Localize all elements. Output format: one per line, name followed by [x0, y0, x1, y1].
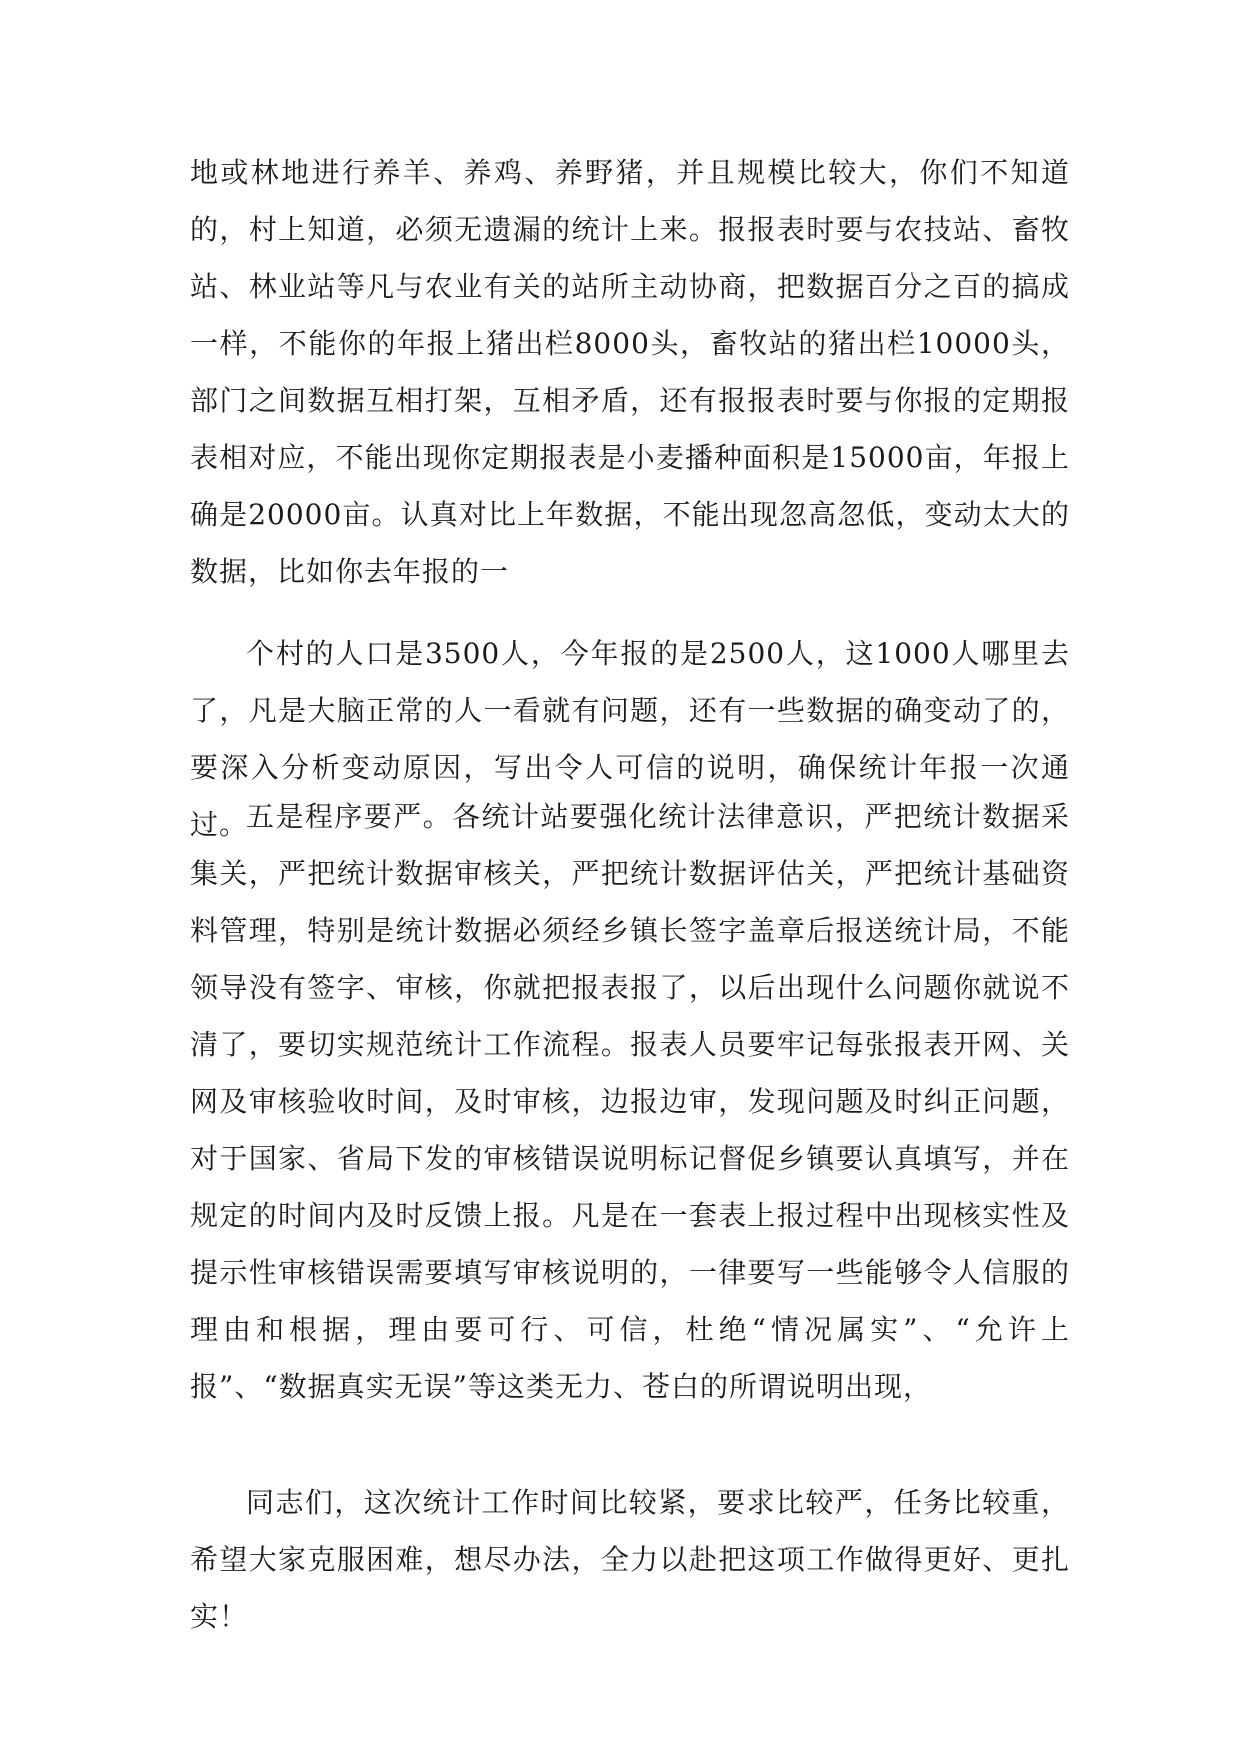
body-paragraph: [190, 788, 1070, 1415]
paragraph-text: 个村的人口是3500人，今年报的是2500人，这1000人哪里去了，凡是大脑正常的人一看就有问题，还有一些数据的确变动了的，要深入分析变动原因，写出令人可信的说明，确保统计年报一次通过。: [190, 637, 1070, 841]
paragraph-text: 地或林地进行养羊、养鸡、养野猪，并且规模比较大，你们不知道的，村上知道，必须无遗漏的统计上来。报报表时要与农技站、畜牧站、林业站等凡与农业有关的站所主动协商，把数据百分之百的搞成一样，不能你的年报上猪出栏8000头，畜牧站的猪出栏10000头，部门之间数据互相打架，互相矛盾，还有报报表时要与你报的定期报表相对应，不能出现你定期报表是小麦播种面积是15000亩，年报上确是20000亩。认真对比上年数据，不能出现忽高忽低，变动太大的数据，比如你去年报的一: [190, 156, 1070, 588]
paragraph-text: 五是程序要严。各统计站要强化统计法律意识，严把统计数据采集关，严把统计数据审核关，严把统计数据评估关，严把统计基础资料管理，特别是统计数据必须经乡镇长签字盖章后报送统计局，不能领导没有签字、审核，你就把报表报了，以后出现什么问题你就说不清了，要切实规范统计工作流程。报表人员要牢记每张报表开网、关网及审核验收时间，及时审核，边报边审，发现问题及时纠正问题，对于国家、省局下发的审核错误说明标记督促乡镇要认真填写，并在规定的时间内及时反馈上报。凡是在一套表上报过程中出现核实性及提示性审核错误需要填写审核说明的，一律要写一些能够令人信服的理由和根据，理由要可行、可信，杜绝“情况属实”、“允许上报”、“数据真实无误”等这类无力、苍白的所谓说明出现，: [190, 800, 1070, 1403]
paragraph-text: 同志们，这次统计工作时间比较紧，要求比较严，任务比较重，希望大家克服困难，想尽办法，全力以赴把这项工作做得更好、更扎实！: [190, 1486, 1070, 1633]
body-paragraph: [190, 1474, 1070, 1645]
body-paragraph: [190, 144, 1070, 600]
